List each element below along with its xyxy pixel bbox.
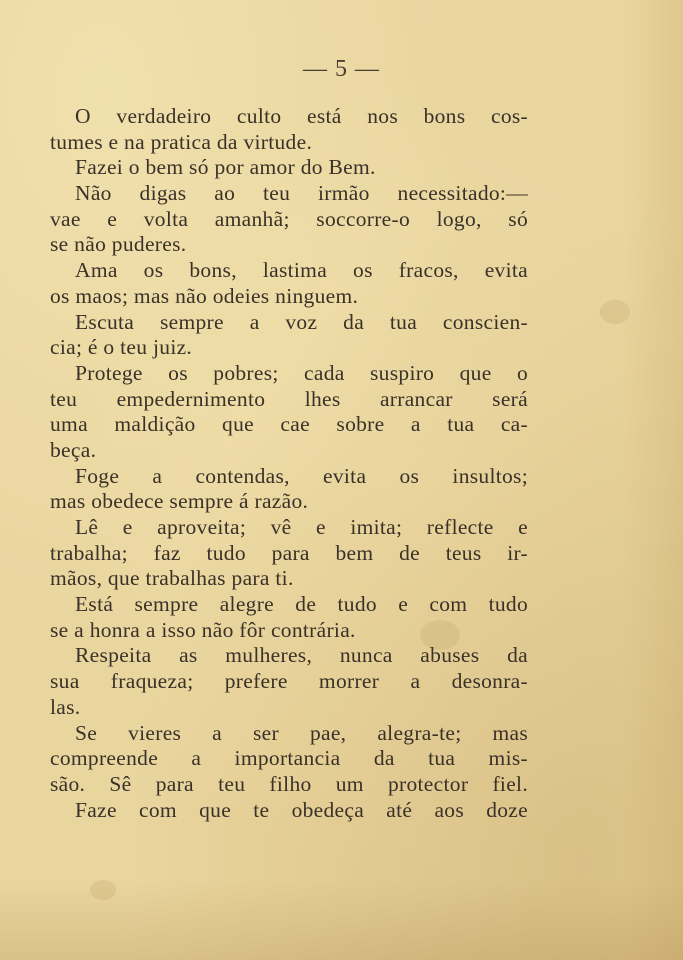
text-line: cia; é o teu juiz. (50, 335, 193, 360)
text-line: O verdadeiro culto está nos bons cos- (75, 104, 528, 128)
text-line: las. (50, 694, 81, 719)
text-line: vae e volta amanhã; soccorre-o logo, só (50, 206, 528, 231)
text-line: Não digas ao teu irmão necessitado:— (75, 181, 528, 206)
text-line: são. Sê para teu filho um protector fiel. (50, 771, 528, 796)
page-edge-shadow (623, 0, 683, 960)
page-number: — 5 — (303, 56, 380, 82)
text-line: trabalha; faz tudo para bem de teus ir- (50, 540, 528, 565)
body-text (50, 104, 528, 823)
text-line: compreende a importancia da tua mis- (50, 746, 528, 771)
text-line: beça. (50, 437, 97, 462)
text-line: os maos; mas não odeies ninguem. (50, 283, 359, 308)
text-line: Protege os pobres; cada suspiro que o (75, 360, 528, 385)
text-line: teu empedernimento lhes arrancar será (50, 386, 528, 411)
text-line: Respeita as mulheres, nunca abuses da (75, 643, 528, 668)
text-line: Escuta sempre a voz da tua conscien- (75, 309, 528, 334)
text-line: Ama os bons, lastima os fracos, evita (75, 258, 528, 283)
paper-stain (90, 880, 116, 900)
text-line: Se vieres a ser pae, alegra-te; mas (75, 720, 528, 745)
text-line: mãos, que trabalhas para ti. (50, 566, 294, 591)
text-line: se não puderes. (50, 232, 187, 257)
paper-stain (600, 300, 630, 324)
text-line: Lê e aproveita; vê e imita; reflecte e (75, 515, 528, 539)
text-line: Foge a contendas, evita os insultos; (75, 463, 528, 488)
text-line: Fazei o bem só por amor do Bem. (75, 155, 376, 180)
text-line: Está sempre alegre de tudo e com tudo (75, 592, 528, 617)
text-line: uma maldição que cae sobre a tua ca- (50, 412, 528, 437)
text-line: sua fraqueza; prefere morrer a desonra- (50, 669, 528, 694)
text-line: mas obedece sempre á razão. (50, 489, 309, 514)
text-line: se a honra a isso não fôr contrária. (50, 617, 356, 642)
text-line: tumes e na pratica da virtude. (50, 129, 313, 154)
text-line: Faze com que te obedeça até aos doze (75, 797, 528, 822)
